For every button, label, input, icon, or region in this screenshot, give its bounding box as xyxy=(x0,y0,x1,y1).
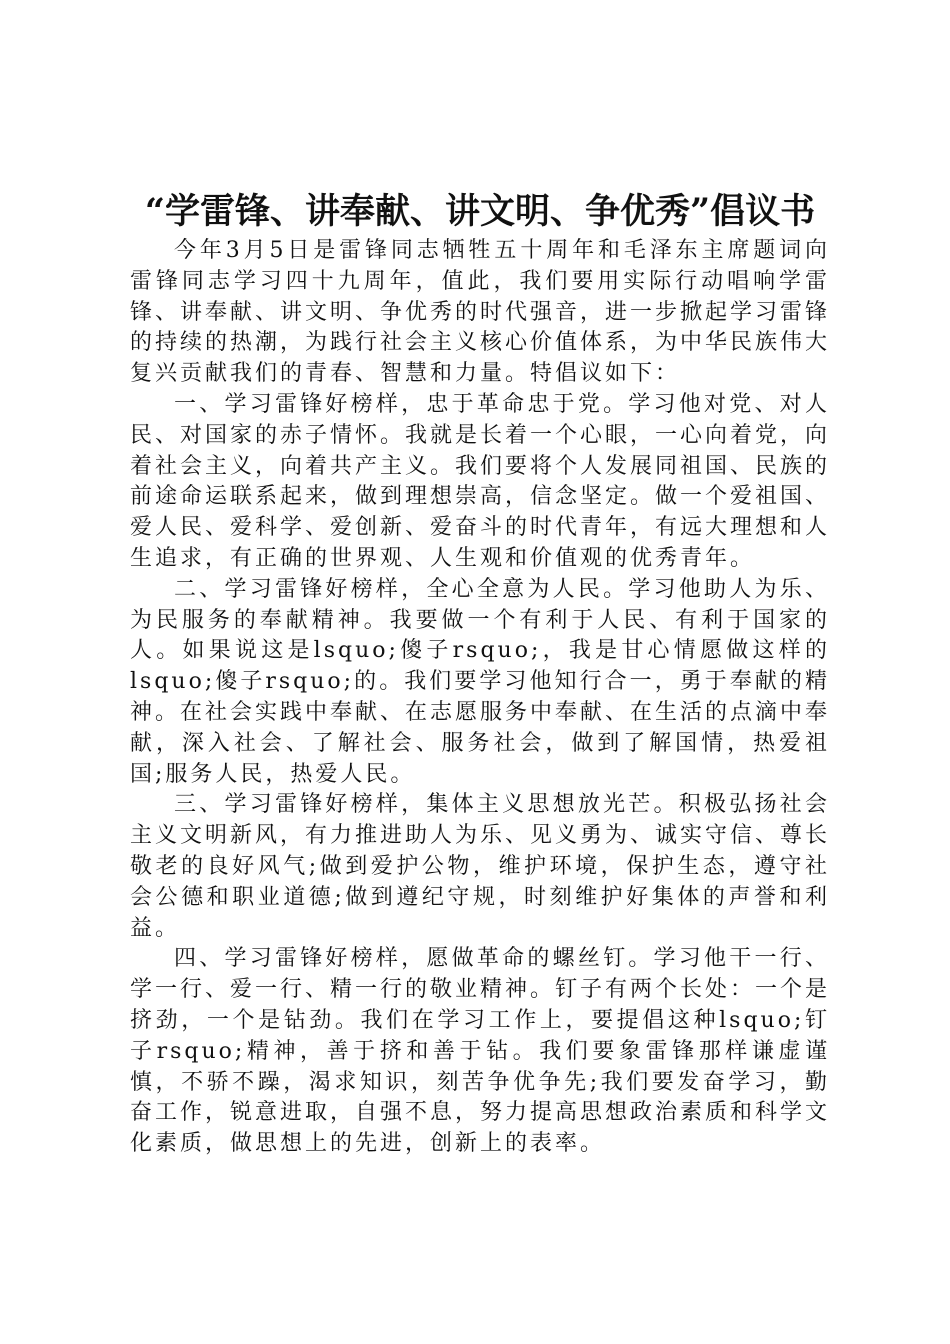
document-body xyxy=(130,236,830,1160)
paragraph-intro: 今年3月5日是雷锋同志牺牲五十周年和毛泽东主席题词向雷锋同志学习四十九周年，值此，我们要用实际行动唱响学雷锋、讲奉献、讲文明、争优秀的时代强音，进一步掀起学习雷锋的持续的热潮，为践行社会主义核心价值体系，为中华民族伟大复兴贡献我们的青春、智慧和力量。特倡议如下： xyxy=(130,238,831,387)
paragraph-2: 二、学习雷锋好榜样，全心全意为人民。学习他助人为乐、为民服务的奉献精神。我要做一个有利于人民、有利于国家的人。如果说这是lsquo;傻子rsquo;，我是甘心情愿做这样的lsquo;傻子rsquo;的。我们要学习他知行合一，勇于奉献的精神。在社会实践中奉献、在志愿服务中奉献、在生活的点滴中奉献，深入社会、了解社会、服务社会，做到了解国情，热爱祖国;服务人民，热爱人民。 xyxy=(130,576,831,787)
paragraph-4: 四、学习雷锋好榜样，愿做革命的螺丝钉。学习他干一行、学一行、爱一行、精一行的敬业精神。钉子有两个长处：一个是挤劲，一个是钻劲。我们在学习工作上，要提倡这种lsquo;钉子rsquo;精神，善于挤和善于钻。我们要象雷锋那样谦虚谨慎，不骄不躁，渴求知识，刻苦争优争先;我们要发奋学习，勤奋工作，锐意进取，自强不息，努力提高思想政治素质和科学文化素质，做思想上的先进，创新上的表率。 xyxy=(130,946,831,1157)
paragraph-3: 三、学习雷锋好榜样，集体主义思想放光芒。积极弘扬社会主义文明新风，有力推进助人为乐、见义勇为、诚实守信、尊长敬老的良好风气;做到爱护公物，维护环境，保护生态，遵守社会公德和职业道德;做到遵纪守规，时刻维护好集体的声誉和利益。 xyxy=(130,792,831,941)
document-title: “学雷锋、讲奉献、讲文明、争优秀”倡议书 xyxy=(144,191,816,232)
paragraph-1: 一、学习雷锋好榜样，忠于革命忠于党。学习他对党、对人民、对国家的赤子情怀。我就是长着一个心眼，一心向着党，向着社会主义，向着共产主义。我们要将个人发展同祖国、民族的前途命运联系起来，做到理想崇高，信念坚定。做一个爱祖国、爱人民、爱科学、爱创新、爱奋斗的时代青年，有远大理想和人生追求，有正确的世界观、人生观和价值观的优秀青年。 xyxy=(130,391,831,571)
